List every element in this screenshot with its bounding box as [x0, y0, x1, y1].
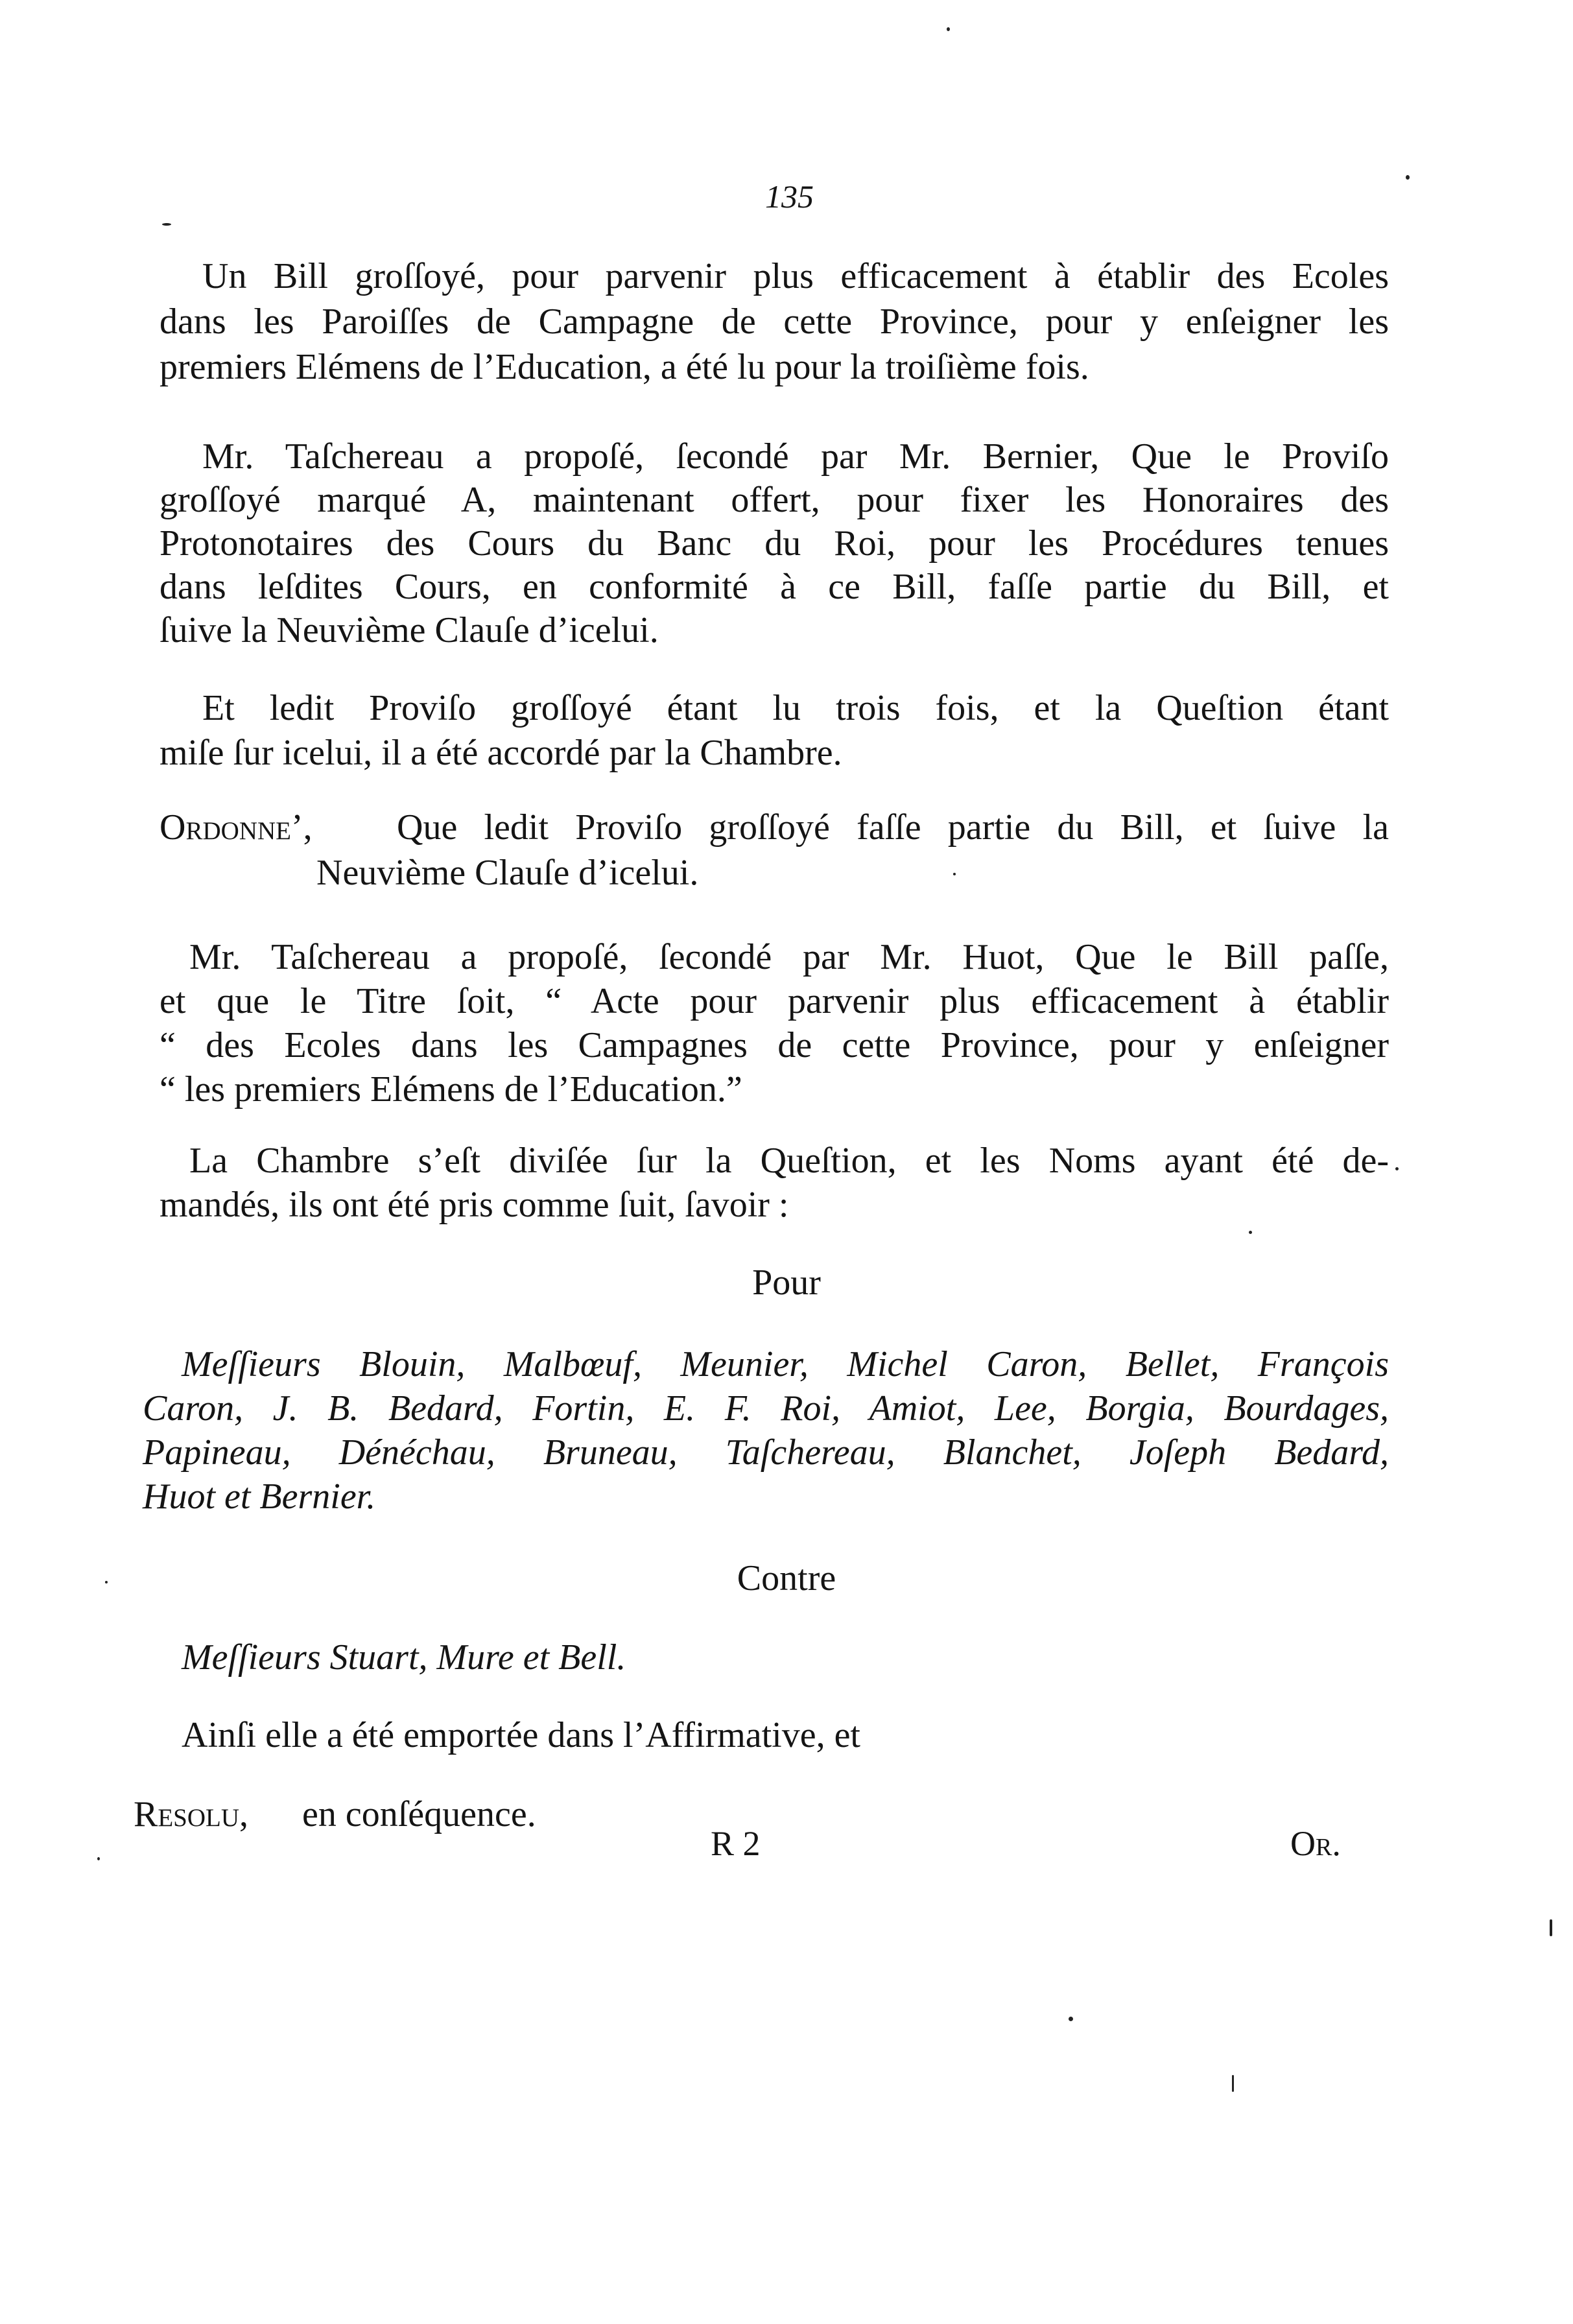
contre-names-line: Meſſieurs Stuart, Mure et Bell.: [182, 1637, 626, 1678]
text-line: dans les Paroiſſes de Campagne de cette Province, pour y enſeigner les: [160, 302, 1389, 342]
affirmative-line: Ainſi elle a été emportée dans l’Affirmative, et: [182, 1715, 860, 1755]
scan-speck: [1249, 1231, 1252, 1234]
scan-speck: [1069, 2017, 1073, 2021]
pour-names-line: Caron, J. B. Bedard, Fortin, E. F. Roi, Amiot, Lee, Borgia, Bourdages,: [143, 1388, 1389, 1429]
scan-speck: [1232, 2075, 1234, 2092]
text-line: dans leſdites Cours, en conformité à ce Bill, faſſe partie du Bill, et: [160, 567, 1389, 607]
text-line: Et ledit Proviſo groſſoyé étant lu trois fois, et la Queſtion étant: [202, 688, 1389, 728]
scan-speck: [1406, 175, 1410, 180]
text-line: ſuive la Neuvième Clauſe d’icelui.: [160, 610, 659, 650]
text-line: groſſoyé marqué A, maintenant offert, pour fixer les Honoraires des: [160, 480, 1389, 520]
text-line: mandés, ils ont été pris comme ſuit, ſavoir :: [160, 1185, 789, 1225]
pour-heading: Pour: [752, 1263, 821, 1303]
pour-names-line: Huot et Bernier.: [143, 1476, 376, 1517]
resolu-label: Resolu,: [134, 1794, 249, 1834]
text-line: “ les premiers Elémens de l’Education.”: [160, 1069, 742, 1109]
scan-speck: [97, 1857, 100, 1860]
pour-names-line: Meſſieurs Blouin, Malbœuf, Meunier, Michel Caron, Bellet, François: [182, 1344, 1389, 1384]
text-line: miſe ſur icelui, il a été accordé par la Chambre.: [160, 733, 842, 773]
text-line: “ des Ecoles dans les Campagnes de cette Province, pour y enſeigner: [160, 1025, 1389, 1065]
ordonne-label: Ordonne’,: [160, 807, 313, 848]
catchword: Or.: [1290, 1824, 1341, 1863]
text-line: premiers Elémens de l’Education, a été lu pour la troiſième fois.: [160, 347, 1089, 387]
resolu-text: en conſéquence.: [302, 1794, 536, 1834]
text-line: Protonotaires des Cours du Banc du Roi, pour les Procédures tenues: [160, 523, 1389, 563]
signature-mark: R 2: [711, 1824, 761, 1863]
text-line: Mr. Taſchereau a propoſé, ſecondé par Mr. Huot, Que le Bill paſſe,: [189, 937, 1389, 977]
scan-speck: [953, 873, 956, 875]
scan-speck: [1550, 1919, 1552, 1936]
scan-speck: [947, 27, 950, 31]
page-number: 135: [765, 178, 814, 215]
scan-speck: [105, 1581, 108, 1583]
pour-names-line: Papineau, Dénéchau, Bruneau, Taſchereau, Blanchet, Joſeph Bedard,: [143, 1432, 1389, 1473]
scan-speck: [162, 223, 171, 226]
contre-heading: Contre: [737, 1558, 836, 1598]
text-line: Neuvième Clauſe d’icelui.: [316, 853, 699, 893]
text-line: Mr. Taſchereau a propoſé, ſecondé par Mr. Bernier, Que le Proviſo: [202, 436, 1389, 477]
text-line: La Chambre s’eſt diviſée ſur la Queſtion, et les Noms ayant été de-: [189, 1141, 1389, 1181]
scan-speck: [1395, 1167, 1399, 1170]
text-line: Que ledit Proviſo groſſoyé faſſe partie du Bill, et ſuive la: [397, 807, 1389, 848]
text-line: Un Bill groſſoyé, pour parvenir plus efficacement à établir des Ecoles: [202, 256, 1389, 296]
text-line: et que le Titre ſoit, “ Acte pour parvenir plus efficacement à établir: [160, 981, 1389, 1021]
